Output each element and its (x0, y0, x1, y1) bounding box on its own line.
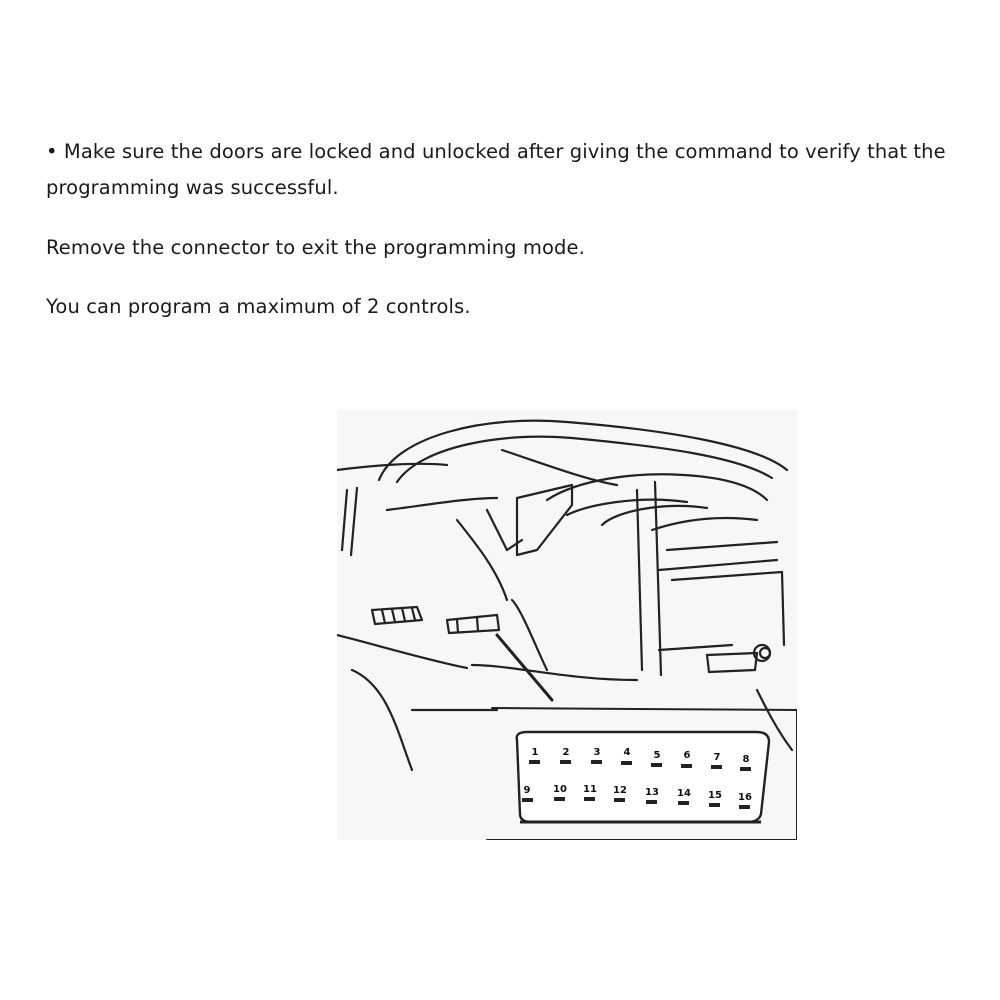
pin-label-1: 1 (531, 747, 539, 758)
pin-contact (646, 800, 657, 804)
pin-contact (529, 760, 540, 764)
pin-contact (711, 765, 722, 769)
pin-contact (621, 761, 632, 765)
pin-label-11: 11 (583, 784, 597, 795)
pin-contact (681, 764, 692, 768)
pin-label-7: 7 (713, 752, 721, 763)
pin-label-2: 2 (562, 747, 570, 758)
pin-label-8: 8 (742, 754, 750, 765)
pin-label-5: 5 (653, 750, 661, 761)
pin-contact (709, 803, 720, 807)
pin-contact (591, 760, 602, 764)
pin-contact (614, 798, 625, 802)
dashboard-drawing (337, 410, 797, 840)
bullet-paragraph (46, 134, 966, 206)
paragraph-exit-mode: Remove the connector to exit the programming mode. (46, 236, 585, 259)
pin-label-16: 16 (738, 792, 752, 803)
pin-contact (739, 805, 750, 809)
bullet-text: Make sure the doors are locked and unlocked after giving the command to verify that the programming was successful. (46, 140, 946, 199)
pin-label-15: 15 (708, 790, 722, 801)
pin-label-12: 12 (613, 785, 627, 796)
pin-label-10: 10 (553, 784, 567, 795)
pin-contact (740, 767, 751, 771)
obd-connector-illustration (337, 410, 797, 840)
obd-connector-shape (517, 732, 769, 822)
pin-contact (678, 801, 689, 805)
bullet-marker: • (46, 140, 58, 163)
pin-label-6: 6 (683, 750, 691, 761)
pin-contact (554, 797, 565, 801)
pin-label-4: 4 (623, 747, 631, 758)
pin-label-3: 3 (593, 747, 601, 758)
paragraph-max-controls: You can program a maximum of 2 controls. (46, 295, 471, 318)
pin-label-13: 13 (645, 787, 659, 798)
pin-contact (584, 797, 595, 801)
pin-contact (560, 760, 571, 764)
pin-label-9: 9 (523, 785, 531, 796)
pin-label-14: 14 (677, 788, 691, 799)
pin-contact (522, 798, 533, 802)
pin-contact (651, 763, 662, 767)
